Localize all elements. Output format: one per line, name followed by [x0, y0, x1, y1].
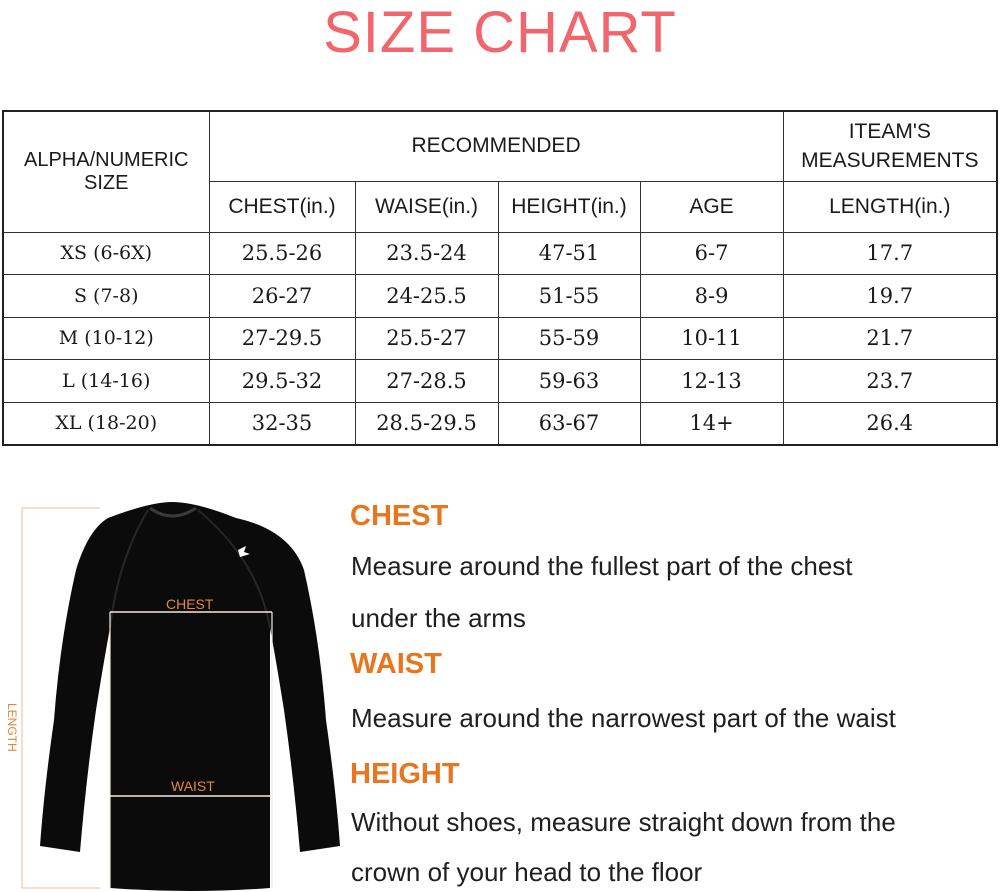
shirt-measurement-diagram	[0, 490, 345, 892]
age-cell: 14+	[640, 402, 783, 445]
age-cell: 8-9	[640, 275, 783, 318]
height-cell: 59-63	[498, 360, 640, 403]
column-header-height: HEIGHT(in.)	[498, 181, 640, 232]
waist-cell: 25.5-27	[355, 317, 498, 360]
height-instruction-line-1: Without shoes, measure straight down from the	[351, 807, 896, 837]
chest-cell: 26-27	[209, 275, 355, 318]
size-cell: XS (6-6X)	[3, 232, 209, 275]
table-row	[3, 317, 997, 360]
size-cell: XL (18-20)	[3, 402, 209, 445]
waist-cell: 23.5-24	[355, 232, 498, 275]
height-instruction-line-2: crown of your head to the floor	[351, 857, 703, 887]
length-cell: 17.7	[783, 232, 997, 275]
size-cell: S (7-8)	[3, 275, 209, 318]
chest-cell: 25.5-26	[209, 232, 355, 275]
size-cell: M (10-12)	[3, 317, 209, 360]
table-row	[3, 402, 997, 445]
chest-cell: 29.5-32	[209, 360, 355, 403]
waist-heading: WAIST	[350, 648, 442, 680]
waist-cell: 28.5-29.5	[355, 402, 498, 445]
column-header-chest: CHEST(in.)	[209, 181, 355, 232]
item-measurements-header: ITEAM'S MEASUREMENTS	[783, 111, 997, 181]
table-header-row	[3, 111, 997, 181]
waist-cell: 24-25.5	[355, 275, 498, 318]
waist-instruction: Measure around the narrowest part of the waist	[351, 703, 896, 733]
size-cell: L (14-16)	[3, 360, 209, 403]
age-cell: 12-13	[640, 360, 783, 403]
height-cell: 51-55	[498, 275, 640, 318]
length-cell: 23.7	[783, 360, 997, 403]
column-header-age: AGE	[640, 181, 783, 232]
size-table	[2, 110, 998, 446]
diagram-waist-label: WAIST	[171, 778, 215, 794]
chest-cell: 32-35	[209, 402, 355, 445]
age-cell: 10-11	[640, 317, 783, 360]
page-title: SIZE CHART	[323, 0, 677, 65]
column-header-waist: WAISE(in.)	[355, 181, 498, 232]
height-cell: 55-59	[498, 317, 640, 360]
chest-instruction-line-1: Measure around the fullest part of the chest	[351, 551, 853, 581]
shirt-illustration	[0, 490, 345, 892]
chest-instruction-line-2: under the arms	[351, 603, 526, 633]
length-cell: 19.7	[783, 275, 997, 318]
length-cell: 21.7	[783, 317, 997, 360]
diagram-length-label: LENGTH	[5, 702, 19, 752]
height-heading: HEIGHT	[350, 758, 460, 790]
length-cell: 26.4	[783, 402, 997, 445]
height-cell: 63-67	[498, 402, 640, 445]
size-header: ALPHA/NUMERIC SIZE	[3, 111, 209, 232]
age-cell: 6-7	[640, 232, 783, 275]
diagram-chest-label: CHEST	[166, 596, 214, 612]
table-row	[3, 232, 997, 275]
recommended-header: RECOMMENDED	[209, 111, 783, 181]
height-cell: 47-51	[498, 232, 640, 275]
waist-cell: 27-28.5	[355, 360, 498, 403]
column-header-length: LENGTH(in.)	[783, 181, 997, 232]
table-row	[3, 360, 997, 403]
table-row	[3, 275, 997, 318]
chest-cell: 27-29.5	[209, 317, 355, 360]
chest-heading: CHEST	[350, 500, 449, 532]
